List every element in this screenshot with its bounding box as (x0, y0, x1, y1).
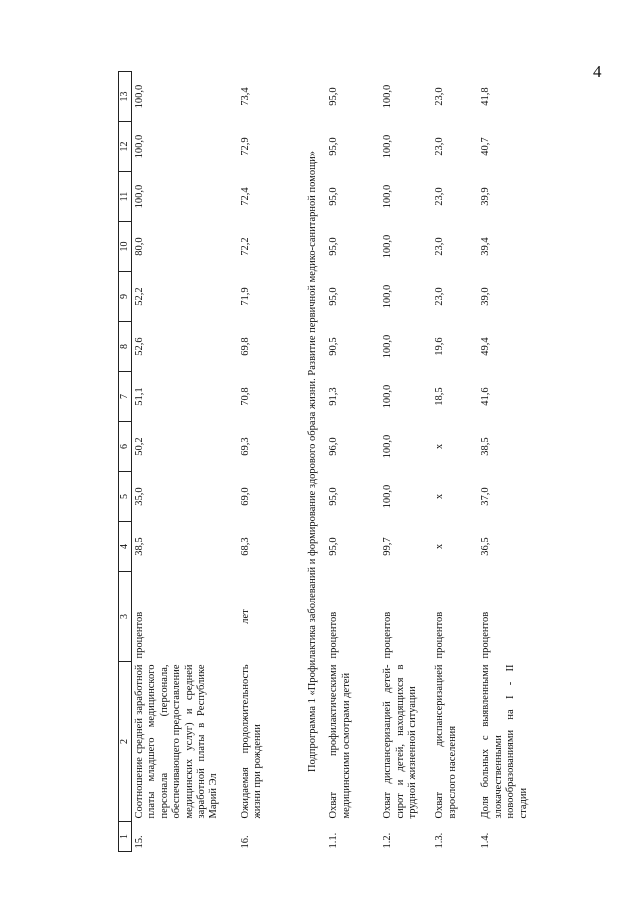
indicator-name: Охват диспансеризацией взрослого населения (434, 664, 458, 819)
value-cell: 100,0 (382, 434, 394, 459)
indicator-name: Охват профилактическими медицинскими осмотрами детей (328, 664, 352, 819)
header-cell: 3 (119, 572, 132, 662)
value-cell: 23,0 (434, 87, 446, 106)
header-cell: 12 (119, 122, 132, 172)
value-cell: 95,0 (328, 87, 340, 106)
value-cell: 91,3 (328, 387, 340, 406)
indicator-name: Охват диспансеризацией детей-сирот и детей, находящихся в трудной жизненной ситуации (382, 664, 419, 819)
value-cell: 23,0 (434, 137, 446, 156)
value-cell: 95,0 (328, 487, 340, 506)
row-number: 1.1. (328, 832, 340, 849)
value-cell: 100,0 (134, 134, 145, 159)
value-cell: 80,0 (134, 237, 145, 256)
value-cell: 100,0 (382, 134, 394, 159)
value-cell: 39,4 (480, 237, 492, 256)
header-cell: 5 (119, 472, 132, 522)
value-cell: 50,2 (134, 437, 145, 456)
unit: лет (240, 609, 251, 624)
indicators-table (118, 71, 552, 852)
value-cell: 72,9 (240, 137, 251, 156)
value-cell: 38,5 (134, 537, 145, 556)
value-cell: 39,0 (480, 287, 492, 306)
value-cell: 100,0 (382, 234, 394, 259)
value-cell: 100,0 (134, 84, 145, 109)
value-cell: 73,4 (240, 87, 251, 106)
header-cell: 8 (119, 322, 132, 372)
document-table-region (118, 72, 543, 852)
value-cell: 52,6 (134, 337, 145, 356)
value-cell: 95,0 (328, 237, 340, 256)
table-header-row (119, 72, 132, 852)
value-cell: 36,5 (480, 537, 492, 556)
value-cell: 19,6 (434, 337, 446, 356)
row-number: 1.3. (434, 832, 446, 849)
subprogram-row (300, 72, 326, 852)
indicator-name: Ожидаемая продолжительность жизни при рождении (240, 664, 264, 819)
unit: процентов (328, 611, 340, 659)
value-cell: 51,1 (134, 387, 145, 406)
value-cell: 68,3 (240, 537, 251, 556)
header-cell: 6 (119, 422, 132, 472)
value-cell: 52,2 (134, 287, 145, 306)
value-cell: 35,0 (134, 487, 145, 506)
value-cell: 18,5 (434, 387, 446, 406)
header-cell: 11 (119, 172, 132, 222)
value-cell: 100,0 (134, 184, 145, 209)
value-cell: 100,0 (382, 334, 394, 359)
value-cell: 100,0 (382, 84, 394, 109)
row-number: 1.4. (480, 832, 492, 849)
indicator-name: Доля больных с выявленными злокачественными новообразованиями на I - II стадии (480, 664, 529, 819)
header-cell: 9 (119, 272, 132, 322)
value-cell: 41,6 (480, 387, 492, 406)
value-cell: 72,2 (240, 237, 251, 256)
table-row (326, 72, 380, 852)
value-cell: 95,0 (328, 187, 340, 206)
row-number: 15. (134, 835, 145, 849)
value-cell: x (434, 493, 446, 500)
value-cell: 95,0 (328, 287, 340, 306)
unit: процентов (382, 611, 394, 659)
value-cell: 100,0 (382, 184, 394, 209)
header-cell: 1 (119, 822, 132, 852)
value-cell: 23,0 (434, 187, 446, 206)
value-cell: 90,5 (328, 337, 340, 356)
value-cell: 70,8 (240, 387, 251, 406)
value-cell: 95,0 (328, 137, 340, 156)
value-cell: x (434, 543, 446, 550)
value-cell: 100,0 (382, 284, 394, 309)
value-cell: 38,5 (480, 437, 492, 456)
indicator-name: Соотношение средней заработной платы младшего медицинского персонала (персонала, обеспечивающего предоставление медицинских услуг) и средней заработной платы в Республике Марий Эл (134, 664, 220, 819)
table-row (478, 72, 552, 852)
value-cell: 72,4 (240, 187, 251, 206)
header-cell: 13 (119, 72, 132, 122)
value-cell: 99,7 (382, 537, 394, 556)
value-cell: 37,0 (480, 487, 492, 506)
value-cell: 39,9 (480, 187, 492, 206)
row-number: 1.2. (382, 832, 394, 849)
subprogram-title: Подпрограмма 1 «Профилактика заболеваний и формирование здорового образа жизни. Развитие первичной медико-санитарной помощи» (307, 150, 318, 773)
value-cell: 49,4 (480, 337, 492, 356)
row-number: 16. (240, 835, 251, 849)
value-cell: x (434, 443, 446, 450)
unit: процентов (434, 611, 446, 659)
value-cell: 23,0 (434, 237, 446, 256)
value-cell: 71,9 (240, 287, 251, 306)
value-cell: 69,3 (240, 437, 251, 456)
header-cell: 10 (119, 222, 132, 272)
unit: процентов (134, 611, 145, 659)
table-row (132, 72, 239, 852)
value-cell: 23,0 (434, 287, 446, 306)
value-cell: 100,0 (382, 384, 394, 409)
value-cell: 95,0 (328, 537, 340, 556)
header-cell: 7 (119, 372, 132, 422)
table-row (238, 72, 300, 852)
value-cell: 96,0 (328, 437, 340, 456)
value-cell: 69,0 (240, 487, 251, 506)
header-cell: 2 (119, 662, 132, 822)
value-cell: 100,0 (382, 484, 394, 509)
page-number: 4 (593, 62, 602, 81)
value-cell: 69,8 (240, 337, 251, 356)
table-row (380, 72, 432, 852)
unit: процентов (480, 611, 492, 659)
value-cell: 40,7 (480, 137, 492, 156)
value-cell: 41,8 (480, 87, 492, 106)
table-row (432, 72, 478, 852)
header-cell: 4 (119, 522, 132, 572)
